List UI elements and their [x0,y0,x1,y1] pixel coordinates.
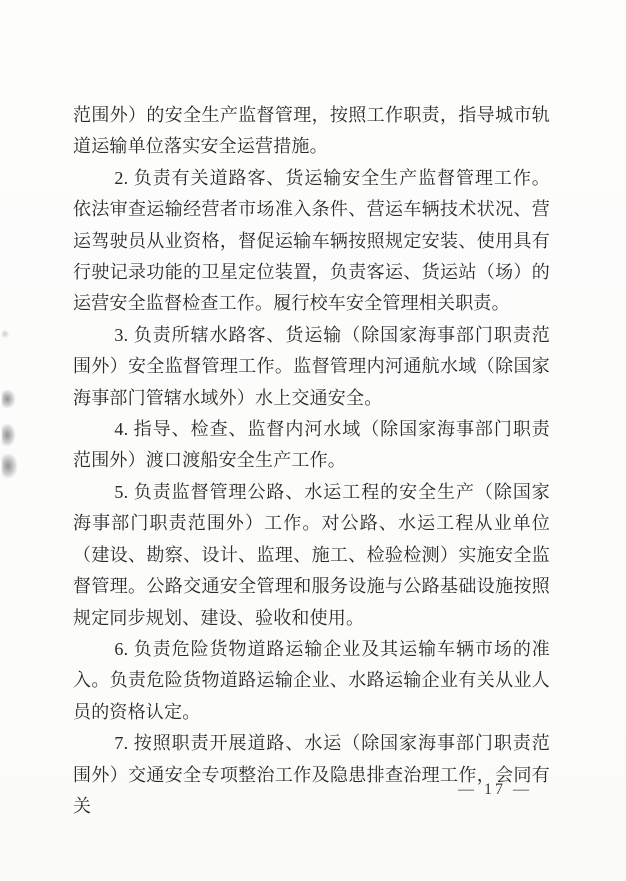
scan-smudge [2,424,15,446]
paragraph: 范围外）的安全生产监督管理，按照工作职责，指导城市轨道运输单位落实安全运营措施。 [73,105,550,157]
page-body [73,100,550,822]
paragraph: 3. 负责所辖水路客、货运输（除国家海事部门职责范围外）安全监督管理工作。监督管理内河通航水域（除国家海事部门管辖水域外）水上交通安全。 [73,324,550,408]
page-number: — 17 — [458,781,532,798]
scan-smudge [2,330,9,338]
paragraph: 7. 按照职责开展道路、水运（除国家海事部门职责范围外）交通安全专项整治工作及隐患排查治理工作，会同有关 [73,733,550,816]
scan-smudge [2,454,17,478]
paragraph: 4. 指导、检查、监督内河水域（除国家海事部门职责范围外）渡口渡船安全生产工作。 [73,419,550,471]
paragraph: 5. 负责监督管理公路、水运工程的安全生产（除国家海事部门职责范围外）工作。对公路、水运工程从业单位（建设、勘察、设计、监理、施工、检验检测）实施安全监督管理。公路交通安全管理和服务设施与公路基础设施按照规定同步规划、建设、验收和使用。 [73,481,550,628]
scan-smudge [2,390,15,408]
paragraph: 2. 负责有关道路客、货运输安全生产监督管理工作。依法审查运输经营者市场准入条件、营运车辆技术状况、营运驾驶员从业资格，督促运输车辆按照规定安装、使用具有行驶记录功能的卫星定位装置，负责客运、货运站（场）的运营安全监督检查工作。履行校车安全管理相关职责。 [73,167,550,314]
paragraph: 6. 负责危险货物道路运输企业及其运输车辆市场的准入。负责危险货物道路运输企业、水路运输企业有关从业人员的资格认定。 [73,638,550,722]
